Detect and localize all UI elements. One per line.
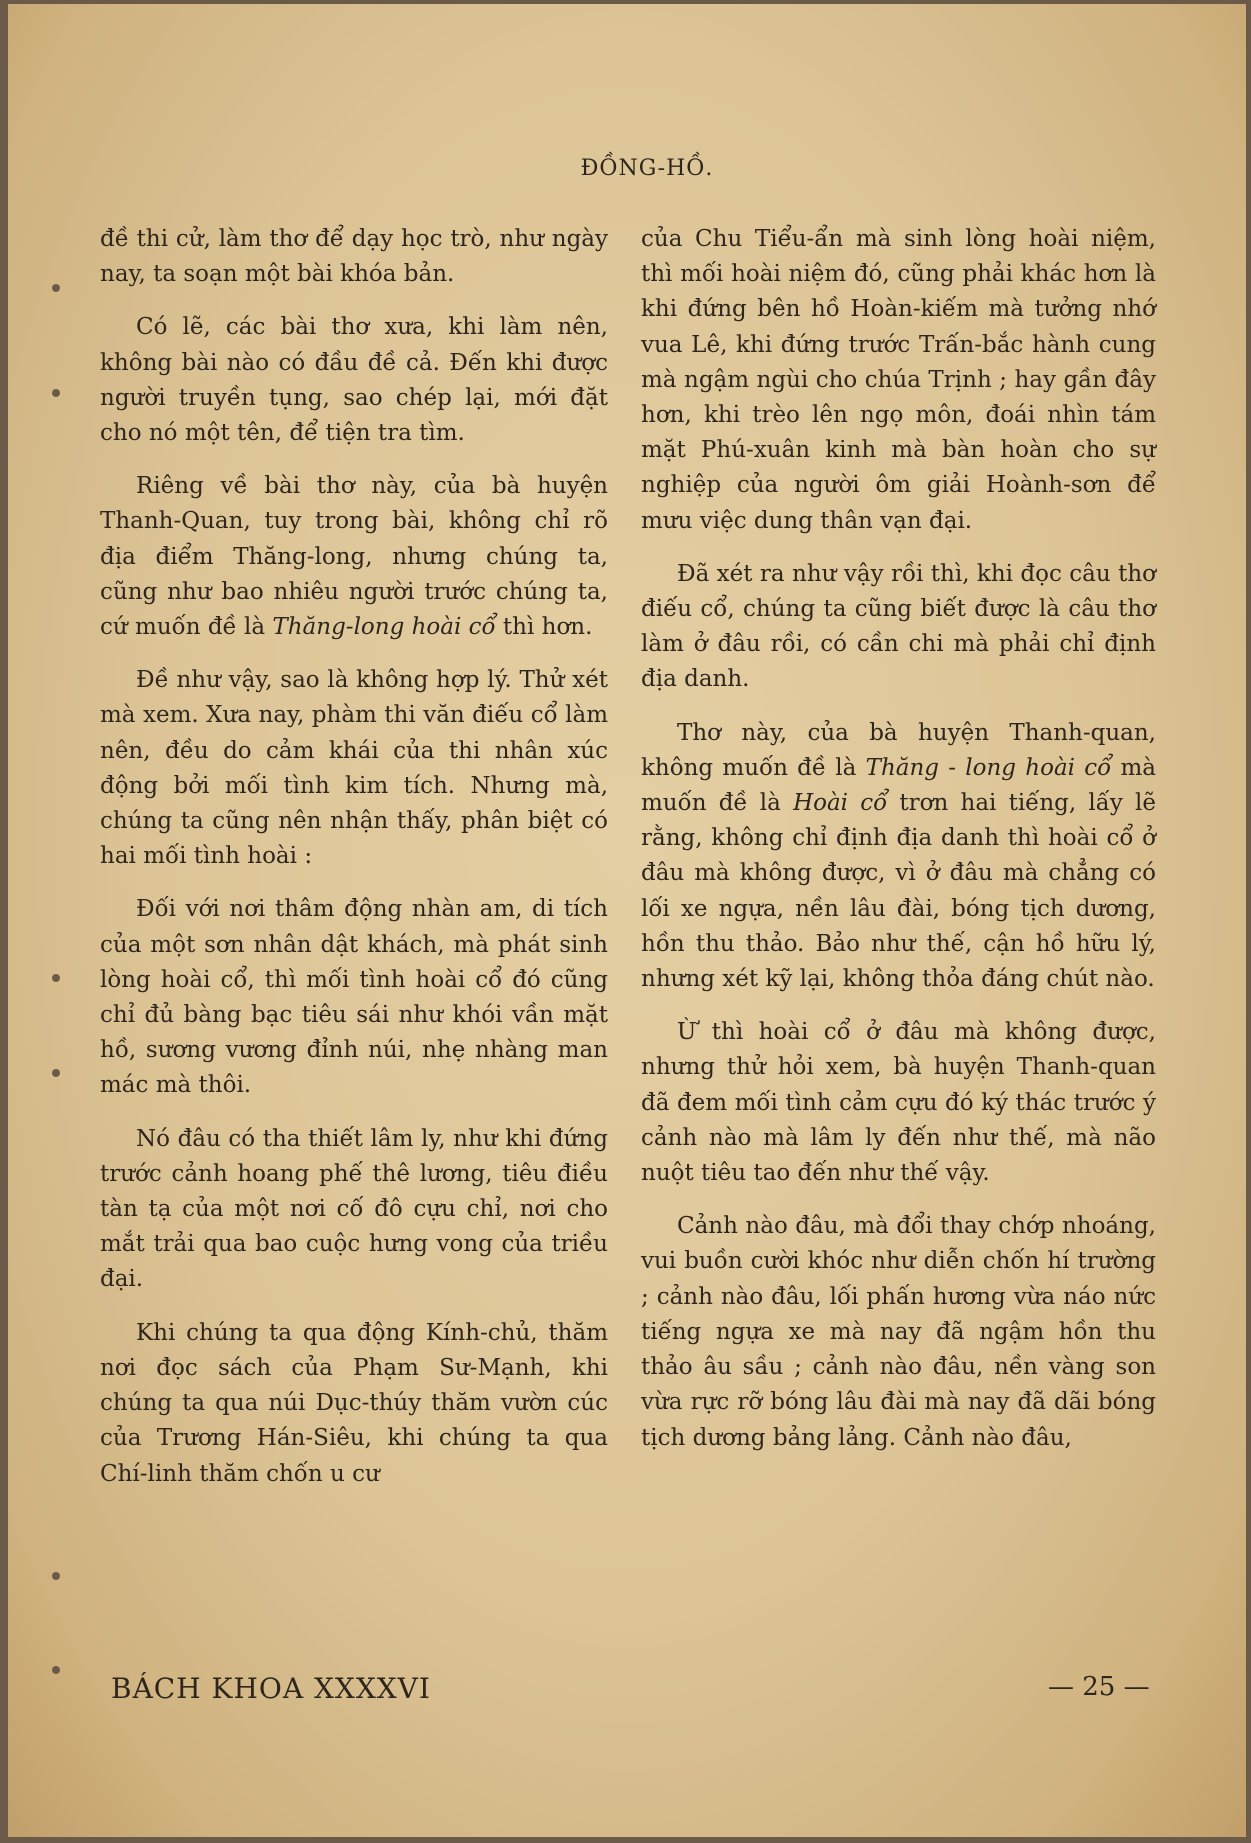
paragraph: đề thi cử, làm thơ để dạy học trò, như ngày nay, ta soạn một bài khóa bản. [100, 226, 608, 288]
paragraph: của Chu Tiểu-ẩn mà sinh lòng hoài niệm, thì mối hoài niệm đó, cũng phải khác hơn là khi đứng bên hồ Hoàn-kiếm mà tưởng nhớ vua Lê, khi đứng trước Trấn-bắc hành cung mà ngậm ngùi cho chúa Trịnh ; hay gần đây hơn, khi trèo lên ngọ môn, đoái nhìn tám mặt Phú-xuân kinh mà bàn hoàn cho sự nghiệp của người ôm giải Hoành-sơn để mưu việc dung thân vạn đại. [641, 226, 1156, 534]
binding-hole [52, 1666, 60, 1674]
binding-hole [52, 1572, 60, 1580]
paragraph: Đã xét ra như vậy rồi thì, khi đọc câu thơ điếu cổ, chúng ta cũng biết được là câu thơ làm ở đâu rồi, có cần chi mà phải chỉ định địa danh. [641, 560, 1156, 693]
binding-hole [52, 389, 60, 397]
paragraph-text: trơn hai tiếng, lấy lẽ rằng, không chỉ định địa danh thì hoài cổ ở đâu mà không được, vì ở đâu mà chẳng có lối xe ngựa, nền lâu đài, bóng tịch dương, hồn thu thảo. Bảo như thế, cận hồ hữu lý, nhưng xét kỹ lại, không thỏa đáng chút nào. [641, 790, 1156, 993]
paragraph: Đối với nơi thâm động nhàn am, di tích của một sơn nhân dật khách, mà phát sinh lòng hoài cổ, thì mối tình hoài cổ đó cũng chỉ đủ bàng bạc tiêu sái như khói vần mặt hồ, sương vương đỉnh núi, nhẹ nhàng man mác mà thôi. [100, 896, 608, 1099]
paragraph: Khi chúng ta qua động Kính-chủ, thăm nơi đọc sách của Phạm Sư-Mạnh, khi chúng ta qua núi Dục-thúy thăm vườn cúc của Trương Hán-Siêu, khi chúng ta qua Chí-linh thăm chốn u cư [100, 1319, 608, 1487]
paragraph: Đề như vậy, sao là không hợp lý. Thử xét mà xem. Xưa nay, phàm thi văn điếu cổ làm nên, đều do cảm khái của thi nhân xúc động bởi mối tình kim tích. Nhưng mà, chúng ta cũng nên nhận thấy, phân biệt có hai mối tình hoài : [100, 667, 608, 870]
paragraph: Nó đâu có tha thiết lâm ly, như khi đứng trước cảnh hoang phế thê lương, tiêu điều tàn tạ của một nơi cố đô cựu chỉ, nơi cho mắt trải qua bao cuộc hưng vong của triều đại. [100, 1125, 608, 1293]
paragraph-text: Thơ này, của bà huyện Thanh-quan, không muốn đề là [641, 719, 1156, 781]
paragraph-text: mà muốn đề là [641, 754, 1157, 817]
binding-hole [52, 1069, 60, 1077]
binding-hole [52, 284, 60, 292]
paragraph: Cảnh nào đâu, mà đổi thay chớp nhoáng, vui buồn cười khóc như diễn chốn hí trường ; cảnh nào đâu, lối phấn hương vừa náo nức tiếng ngựa xe mà nay đã ngậm hồn thu thảo âu sầu ; cảnh nào đâu, nền vàng son vừa rực rỡ bóng lâu đài mà nay đã dãi bóng tịch dương bảng lảng. Cảnh nào đâu, [641, 1213, 1156, 1451]
left-column [100, 222, 608, 1510]
paragraph [641, 716, 1156, 998]
right-column [641, 222, 1156, 1474]
italic-title: Thăng - long hoài cổ [865, 754, 1112, 781]
paragraph-text: Riêng về bài thơ này, của bà huyện Thanh-Quan, tuy trong bài, không chỉ rõ địa điểm Thăng-long, nhưng chúng ta, cũng như bao nhiêu người trước chúng ta, cứ muốn đề là [100, 473, 608, 641]
paragraph: Ừ thì hoài cổ ở đâu mà không được, nhưng thử hỏi xem, bà huyện Thanh-quan đã đem mối tình cảm cựu đó ký thác trước ý cảnh nào mà lâm ly đến như thế, mà não nuột tiêu tao đến như thế vậy. [641, 1019, 1156, 1187]
binding-hole [52, 974, 60, 982]
page-number: — 25 — [1048, 1672, 1150, 1702]
page [8, 4, 1246, 1837]
paragraph: Có lẽ, các bài thơ xưa, khi làm nên, không bài nào có đầu đề cả. Đến khi được người truyền tụng, sao chép lại, mới đặt cho nó một tên, để tiện tra tìm. [100, 314, 608, 447]
running-header: ĐỒNG-HỒ. [580, 156, 714, 181]
italic-title: Hoài cổ [793, 790, 888, 817]
paragraph-text: thì hơn. [495, 614, 593, 641]
paragraph [100, 469, 608, 645]
italic-title: Thăng-long hoài cổ [272, 614, 496, 641]
magazine-title: BÁCH KHOA XXXXVI [111, 1672, 431, 1705]
